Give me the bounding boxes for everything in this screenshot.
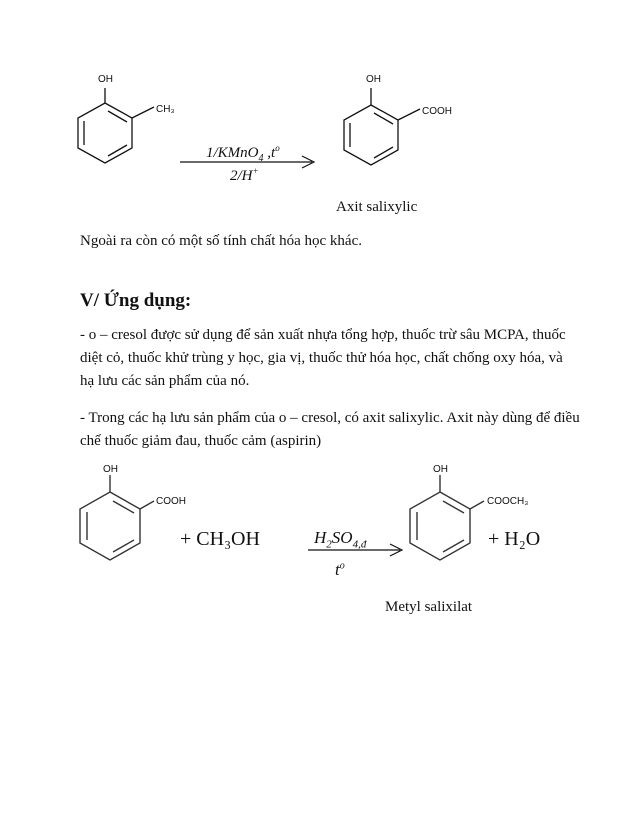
o-cresol-structure [70, 85, 190, 195]
reaction2-condition-top: $H_2SO_{4,đ}$ [314, 528, 367, 551]
product2-cooch3-label: COOCH₃ [487, 496, 529, 507]
product2-name: Metyl salixilat [385, 599, 473, 615]
reaction1-condition-bottom: 2/H+ [230, 166, 259, 184]
reactant-ch3-label: CH₃ [156, 104, 175, 115]
product2-oh-label: OH [433, 464, 448, 475]
water-product: + H₂O [488, 528, 541, 550]
paragraph-downstream: - Trong các hạ lưu sản phẩm của o – cresol, có axit salixylic. Axit này dùng để điều chế thuốc giảm đau, thuốc cảm (aspirin) [80, 410, 580, 449]
reaction2-condition-bottom: $t^o$ [335, 560, 345, 579]
section-title: V/ Ứng dụng: [80, 290, 192, 311]
reactant2-cooh-label: COOH [156, 496, 186, 507]
product1-oh-label: OH [366, 74, 381, 85]
salicylic-acid-structure-2 [70, 470, 200, 580]
methyl-salicylate-structure [400, 470, 540, 580]
product1-cooh-label: COOH [422, 106, 452, 117]
paragraph-other-properties: Ngoài ra còn có một số tính chất hóa học khác. [80, 233, 362, 249]
reactant2-oh-label: OH [103, 464, 118, 475]
reactant-oh-label: OH [98, 74, 113, 85]
product1-name: Axit salixylic [336, 199, 418, 215]
reagent-methanol: + CH₃OH [180, 528, 260, 550]
paragraph-applications: - o – cresol được sử dụng để sản xuất nhựa tổng hợp, thuốc trừ sâu MCPA, thuốc diệt cỏ, thuốc khử trùng y học, gia vị, thuốc thử hóa học, chất chống oxy hóa, và hạ lưu các sản phẩm của nó. [80, 327, 566, 389]
reaction2-arrow [308, 543, 408, 557]
salicylic-acid-structure [336, 85, 466, 195]
reaction1-condition-top: 1/KMnO$_4$ $,t^o$ [206, 143, 280, 164]
